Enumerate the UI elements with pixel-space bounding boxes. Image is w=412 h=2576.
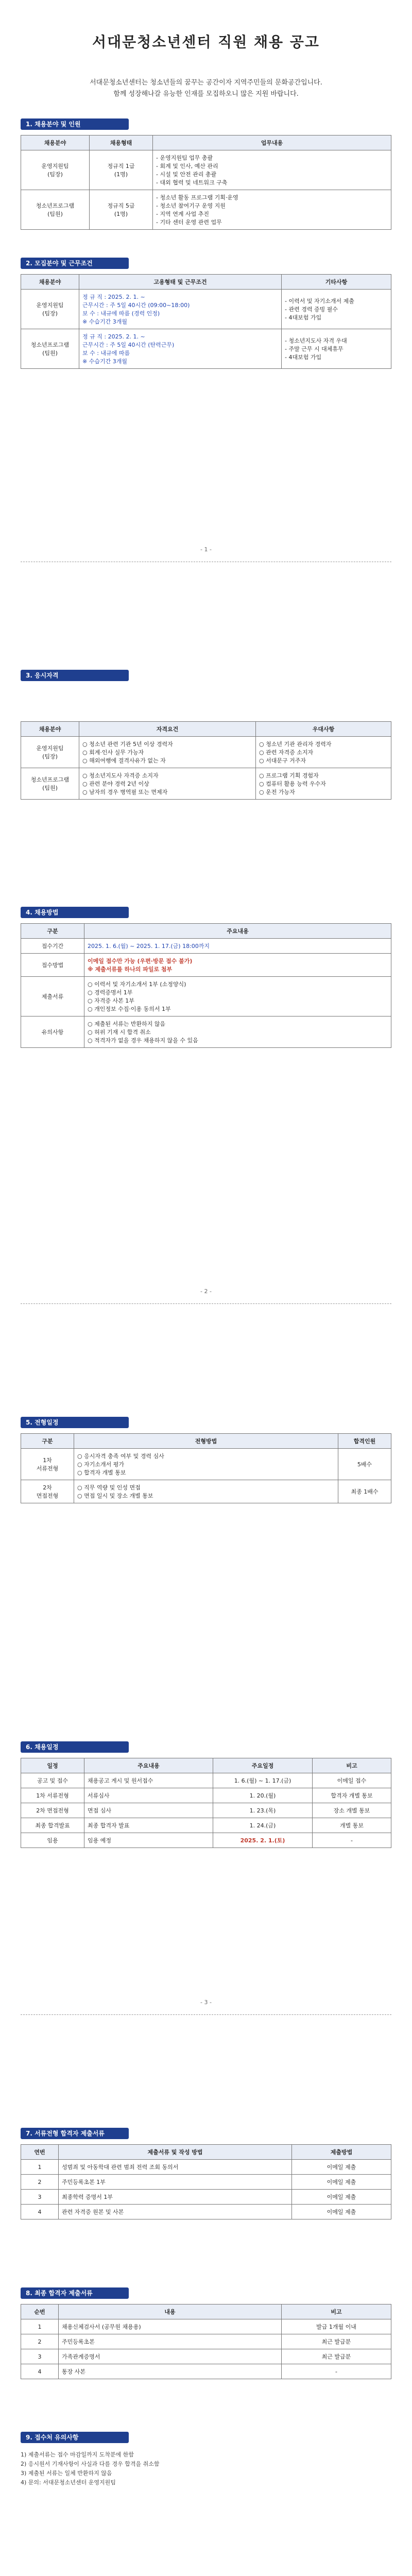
section-7-header: 7. 서류전형 합격자 제출서류 xyxy=(21,2128,129,2139)
table-row: 유의사항 ○ 제출된 서류는 반환하지 않음 ○ 허위 기재 시 합격 취소 ○ 적격자가 없을 경우 채용하지 않을 수 있음 xyxy=(21,1016,391,1048)
page-number: - 1 - xyxy=(200,546,212,553)
table-row: 2차 면접전형 ○ 직무 역량 및 인성 면접 ○ 면접 일시 및 장소 개별 통보 최종 1배수 xyxy=(21,1480,391,1503)
table-process: 구분 전형방법 합격인원 1차 서류전형 ○ 응시자격 충족 여부 및 경력 심사 ○ 자기소개서 평가 ○ 합격자 개별 통보 5배수 2차 면접전형 ○ 직무 역량 및 인성 면접 ○ 면접 일시 및 장소 개별 통보 최종 1배수 xyxy=(21,1433,391,1503)
table-docs-2: 순번 내용 비고 1 채용신체검사서 (공무원 채용용) 발급 1개월 이내 2 주민등록초본 최근 발급분 3 가족관계증명서 최근 발급분 4 통장 사본 - xyxy=(21,2304,391,2379)
table-row: 2 주민등록초본 1부 이메일 제출 xyxy=(21,2175,391,2190)
table-row: 청소년프로그램 (팀원) ○ 청소년지도사 자격증 소지자 ○ 관련 분야 경력 2년 이상 ○ 남자의 경우 병역필 또는 면제자 ○ 프로그램 기획 경험자 ○ 컴퓨터 활용 능력 우수자 ○ 운전 가능자 xyxy=(21,768,391,800)
table-row: 4 통장 사본 - xyxy=(21,2364,391,2379)
section-9-header: 9. 접수처 유의사항 xyxy=(21,2432,129,2443)
section-1-header: 1. 채용분야 및 인원 xyxy=(21,118,129,130)
table-conditions: 채용분야 고용형태 및 근무조건 기타사항 운영지원팀 (팀장) 정 규 직 : 2025. 2. 1. ~ 근무시간 : 주 5일 40시간 (09:00~18:00) 보 수 : 내규에 따름 (경력 인정) ※ 수습기간 3개월 - 이력서 및 자기소개서 제출 - 관련 경력 증빙 필수 - 4대보험 가입 청소년프로그램 (팀원) 정 규 직 : 2025. 2. 1. ~ 근무시간 : 주 5일 40시간 (탄력근무) 보 수 : 내규에 따름 ※ 수습기간 3개월 - 청소년지도사 자격 우대 - 주말 근무 시 대체휴무 - 4대보험 가입 xyxy=(21,274,391,369)
table-row: 공고 및 접수 채용공고 게시 및 원서접수 1. 6.(월) ~ 1. 17.(금) 이메일 접수 xyxy=(21,1773,391,1788)
section-2-header: 2. 모집분야 및 근무조건 xyxy=(21,258,129,269)
table-row: 1 성범죄 및 아동학대 관련 범죄 전력 조회 동의서 이메일 제출 xyxy=(21,2160,391,2175)
section-4-header: 4. 채용방법 xyxy=(21,907,129,918)
page-title: 서대문청소년센터 직원 채용 공고 xyxy=(92,33,320,50)
section-3-header: 3. 응시자격 xyxy=(21,670,129,681)
table-row: 운영지원팀 (팀장) 정 규 직 : 2025. 2. 1. ~ 근무시간 : 주 5일 40시간 (09:00~18:00) 보 수 : 내규에 따름 (경력 인정) ※ 수습기간 3개월 - 이력서 및 자기소개서 제출 - 관련 경력 증빙 필수 - 4대보험 가입 xyxy=(21,290,391,329)
table-row: 운영지원팀 (팀장) ○ 청소년 관련 기관 5년 이상 경력자 ○ 회계·인사 실무 가능자 ○ 해외여행에 결격사유가 없는 자 ○ 청소년 기관 관리자 경력자 ○ 관련 자격증 소지자 ○ 서대문구 거주자 xyxy=(21,737,391,768)
table-row: 1 채용신체검사서 (공무원 채용용) 발급 1개월 이내 xyxy=(21,2319,391,2334)
table-method: 구분 주요내용 접수기간 2025. 1. 6.(월) ~ 2025. 1. 17.(금) 18:00까지 접수방법 이메일 접수만 가능 (우편·방문 접수 불가) ※ 제출서류를 하나의 파일로 첨부 제출서류 ○ 이력서 및 자기소개서 1부 (소정양식) ○ 경력증명서 1부 ○ 자격증 사본 1부 ○ 개인정보 수집·이용 동의서 1부 유의사항 ○ 제출된 서류는 반환하지 않음 ○ 허위 기재 시 합격 취소 ○ 적격자가 없을 경우 채용하지 않을 수 있음 xyxy=(21,923,391,1048)
table-row: 접수기간 2025. 1. 6.(월) ~ 2025. 1. 17.(금) 18:00까지 xyxy=(21,939,391,954)
table-row: 청소년프로그램 (팀원) 정 규 직 : 2025. 2. 1. ~ 근무시간 : 주 5일 40시간 (탄력근무) 보 수 : 내규에 따름 ※ 수습기간 3개월 - 청소년지도사 자격 우대 - 주말 근무 시 대체휴무 - 4대보험 가입 xyxy=(21,329,391,369)
page-number: - 2 - xyxy=(200,1288,212,1295)
page-number: - 3 - xyxy=(200,1999,212,2006)
table-row: 2 주민등록초본 최근 발급분 xyxy=(21,2334,391,2349)
page-divider xyxy=(21,1303,391,1304)
table-row: 최종 합격발표 최종 합격자 발표 1. 24.(금) 개별 통보 xyxy=(21,1818,391,1833)
table-row: 임용 임용 예정 2025. 2. 1.(토) - xyxy=(21,1833,391,1848)
table-row: 접수방법 이메일 접수만 가능 (우편·방문 접수 불가) ※ 제출서류를 하나의 파일로 첨부 xyxy=(21,954,391,977)
table-row: 운영지원팀 (팀장) 정규직 1급 (1명) - 운영지원팀 업무 총괄 - 회계 및 인사, 예산 관리 - 시설 및 안전 관리 총괄 - 대외 협력 및 네트워크 구축 xyxy=(21,150,391,190)
notes-section-9: 1) 제출서류는 접수 마감일까지 도착분에 한함 2) 응시원서 기재사항이 사실과 다를 경우 합격을 취소함 3) 제출된 서류는 일체 반환하지 않음 4) 문의: 서대문청소년센터 운영지원팀 xyxy=(21,2451,160,2486)
section-5-header: 5. 전형일정 xyxy=(21,1417,129,1428)
section-6-header: 6. 채용일정 xyxy=(21,1741,129,1753)
table-row: 3 최종학력 증명서 1부 이메일 제출 xyxy=(21,2190,391,2205)
table-schedule: 일정 주요내용 주요일정 비고 공고 및 접수 채용공고 게시 및 원서접수 1. 6.(월) ~ 1. 17.(금) 이메일 접수 1차 서류전형 서류심사 1. 20.(월) 합격자 개별 통보 2차 면접전형 면접 심사 1. 23.(목) 장소 개별 통보 최종 합격발표 최종 합격자 발표 1. 24.(금) 개별 통보 임용 임용 예정 2025. 2. 1.(토) - xyxy=(21,1758,391,1848)
table-row: 2차 면접전형 면접 심사 1. 23.(목) 장소 개별 통보 xyxy=(21,1803,391,1818)
table-recruit: 채용분야 채용형태 업무내용 운영지원팀 (팀장) 정규직 1급 (1명) - 운영지원팀 업무 총괄 - 회계 및 인사, 예산 관리 - 시설 및 안전 관리 총괄 - 대외 협력 및 네트워크 구축 청소년프로그램 (팀원) 정규직 5급 (1명) - 청소년 활동 프로그램 기획·운영 - 청소년 참여기구 운영 지원 - 지역 연계 사업 추진 - 기타 센터 운영 관련 업무 xyxy=(21,135,391,230)
table-qualifications: 채용분야 자격요건 우대사항 운영지원팀 (팀장) ○ 청소년 관련 기관 5년 이상 경력자 ○ 회계·인사 실무 가능자 ○ 해외여행에 결격사유가 없는 자 ○ 청소년 기관 관리자 경력자 ○ 관련 자격증 소지자 ○ 서대문구 거주자 청소년프로그램 (팀원) ○ 청소년지도사 자격증 소지자 ○ 관련 분야 경력 2년 이상 ○ 남자의 경우 병역필 또는 면제자 ○ 프로그램 기획 경험자 ○ 컴퓨터 활용 능력 우수자 ○ 운전 가능자 xyxy=(21,721,391,800)
page-divider xyxy=(21,2014,391,2015)
table-row: 제출서류 ○ 이력서 및 자기소개서 1부 (소정양식) ○ 경력증명서 1부 ○ 자격증 사본 1부 ○ 개인정보 수집·이용 동의서 1부 xyxy=(21,977,391,1016)
table-row: 청소년프로그램 (팀원) 정규직 5급 (1명) - 청소년 활동 프로그램 기획·운영 - 청소년 참여기구 운영 지원 - 지역 연계 사업 추진 - 기타 센터 운영 관련 업무 xyxy=(21,190,391,230)
section-8-header: 8. 최종 합격자 제출서류 xyxy=(21,2287,129,2299)
table-docs-1: 연번 제출서류 및 작성 방법 제출방법 1 성범죄 및 아동학대 관련 범죄 전력 조회 동의서 이메일 제출 2 주민등록초본 1부 이메일 제출 3 최종학력 증명서 1부 이메일 제출 4 관련 자격증 원본 및 사본 이메일 제출 xyxy=(21,2144,391,2219)
table-row: 4 관련 자격증 원본 및 사본 이메일 제출 xyxy=(21,2205,391,2219)
table-row: 1차 서류전형 서류심사 1. 20.(월) 합격자 개별 통보 xyxy=(21,1788,391,1803)
table-row: 3 가족관계증명서 최근 발급분 xyxy=(21,2349,391,2364)
intro-text: 서대문청소년센터는 청소년들의 꿈꾸는 공간이자 지역주민들의 문화공간입니다. 함께 성장해나갈 유능한 인재를 모집하오니 많은 지원 바랍니다. xyxy=(90,79,322,98)
table-row: 1차 서류전형 ○ 응시자격 충족 여부 및 경력 심사 ○ 자기소개서 평가 ○ 합격자 개별 통보 5배수 xyxy=(21,1449,391,1480)
